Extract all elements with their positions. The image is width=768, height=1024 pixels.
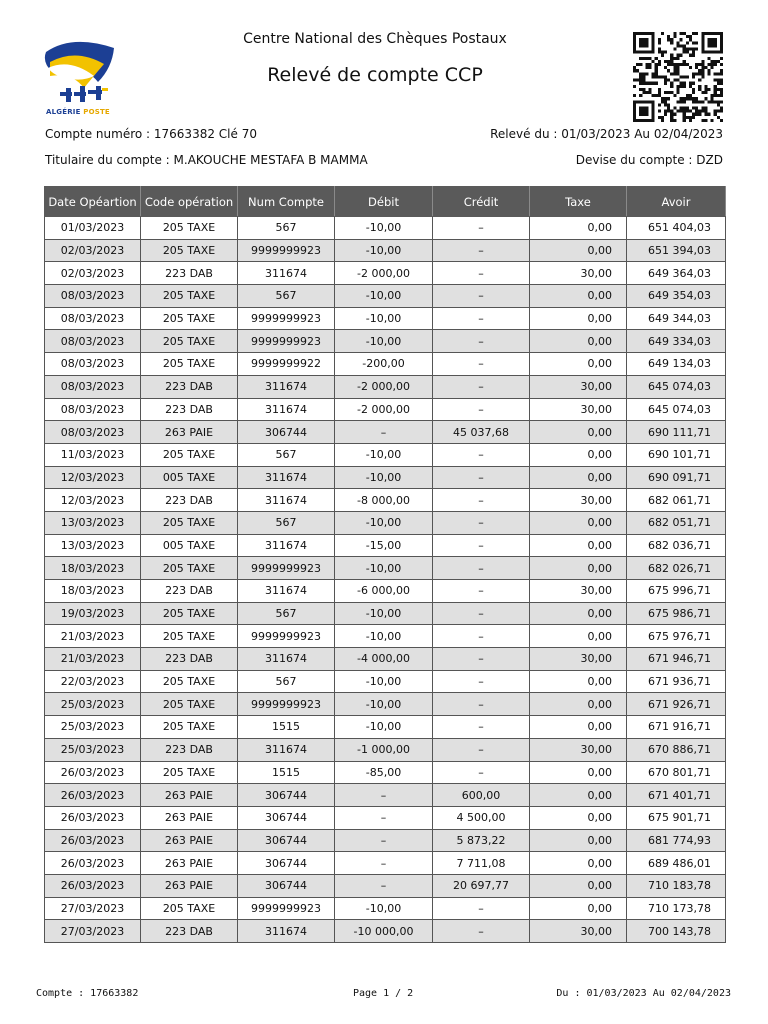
table-row xyxy=(45,330,726,353)
cell-code: 223 DAB xyxy=(141,648,238,671)
cell-credit: – xyxy=(433,353,530,376)
cell-debit: -10,00 xyxy=(335,466,433,489)
cell-credit: 5 873,22 xyxy=(433,829,530,852)
cell-date: 12/03/2023 xyxy=(45,489,141,512)
cell-code: 263 PAIE xyxy=(141,806,238,829)
cell-date: 08/03/2023 xyxy=(45,421,141,444)
cell-tax: 0,00 xyxy=(530,239,627,262)
cell-balance: 671 916,71 xyxy=(627,716,726,739)
cell-credit: – xyxy=(433,217,530,240)
cell-account: 567 xyxy=(238,602,335,625)
cell-tax: 0,00 xyxy=(530,852,627,875)
statement-period: Relevé du : 01/03/2023 Au 02/04/2023 xyxy=(490,127,723,141)
logo-word-yellow: POSTE xyxy=(83,108,110,116)
cell-tax: 30,00 xyxy=(530,738,627,761)
table-row xyxy=(45,829,726,852)
cell-tax: 30,00 xyxy=(530,489,627,512)
table-row xyxy=(45,398,726,421)
cell-date: 13/03/2023 xyxy=(45,511,141,534)
cell-code: 205 TAXE xyxy=(141,716,238,739)
cell-date: 26/03/2023 xyxy=(45,806,141,829)
table-row xyxy=(45,557,726,580)
cell-debit: -10,00 xyxy=(335,897,433,920)
cell-credit: – xyxy=(433,443,530,466)
cell-code: 205 TAXE xyxy=(141,693,238,716)
cell-tax: 0,00 xyxy=(530,466,627,489)
cell-code: 205 TAXE xyxy=(141,285,238,308)
cell-debit: -10,00 xyxy=(335,443,433,466)
cell-code: 263 PAIE xyxy=(141,784,238,807)
cell-credit: – xyxy=(433,648,530,671)
th-credit: Crédit xyxy=(433,187,530,217)
table-row xyxy=(45,806,726,829)
cell-code: 223 DAB xyxy=(141,262,238,285)
cell-credit: 20 697,77 xyxy=(433,874,530,897)
cell-debit: -10 000,00 xyxy=(335,920,433,943)
th-tax: Taxe xyxy=(530,187,627,217)
cell-balance: 700 143,78 xyxy=(627,920,726,943)
table-row xyxy=(45,693,726,716)
cell-tax: 0,00 xyxy=(530,217,627,240)
cell-balance: 670 801,71 xyxy=(627,761,726,784)
cell-tax: 0,00 xyxy=(530,307,627,330)
table-row xyxy=(45,897,726,920)
cell-debit: -10,00 xyxy=(335,557,433,580)
cell-debit: -2 000,00 xyxy=(335,398,433,421)
table-row xyxy=(45,738,726,761)
cell-account: 311674 xyxy=(238,738,335,761)
cell-code: 263 PAIE xyxy=(141,852,238,875)
cell-balance: 710 173,78 xyxy=(627,897,726,920)
cell-balance: 671 401,71 xyxy=(627,784,726,807)
cell-balance: 671 936,71 xyxy=(627,670,726,693)
cell-credit: – xyxy=(433,511,530,534)
cell-credit: – xyxy=(433,625,530,648)
cell-tax: 30,00 xyxy=(530,648,627,671)
cell-credit: – xyxy=(433,285,530,308)
cell-date: 26/03/2023 xyxy=(45,852,141,875)
cell-tax: 0,00 xyxy=(530,285,627,308)
page-title: Relevé de compte CCP xyxy=(267,64,483,86)
cell-debit: -10,00 xyxy=(335,307,433,330)
cell-tax: 0,00 xyxy=(530,670,627,693)
cell-tax: 0,00 xyxy=(530,761,627,784)
cell-code: 205 TAXE xyxy=(141,625,238,648)
cell-debit: -10,00 xyxy=(335,625,433,648)
cell-date: 08/03/2023 xyxy=(45,398,141,421)
cell-account: 567 xyxy=(238,511,335,534)
cell-date: 21/03/2023 xyxy=(45,648,141,671)
table-row xyxy=(45,353,726,376)
table-row xyxy=(45,262,726,285)
table-row xyxy=(45,511,726,534)
table-row xyxy=(45,920,726,943)
cell-account: 567 xyxy=(238,443,335,466)
cell-code: 223 DAB xyxy=(141,920,238,943)
transactions-table xyxy=(44,186,726,943)
cell-credit: – xyxy=(433,262,530,285)
table-row xyxy=(45,580,726,603)
cell-date: 18/03/2023 xyxy=(45,557,141,580)
cell-debit: -200,00 xyxy=(335,353,433,376)
th-account: Num Compte xyxy=(238,187,335,217)
cell-tax: 30,00 xyxy=(530,920,627,943)
cell-balance: 649 354,03 xyxy=(627,285,726,308)
cell-tax: 0,00 xyxy=(530,330,627,353)
cell-code: 223 DAB xyxy=(141,375,238,398)
cell-credit: 600,00 xyxy=(433,784,530,807)
cell-code: 205 TAXE xyxy=(141,557,238,580)
cell-date: 12/03/2023 xyxy=(45,466,141,489)
cell-balance: 675 996,71 xyxy=(627,580,726,603)
cell-account: 311674 xyxy=(238,648,335,671)
cell-balance: 670 886,71 xyxy=(627,738,726,761)
cell-account: 9999999923 xyxy=(238,625,335,648)
cell-account: 306744 xyxy=(238,829,335,852)
th-debit: Débit xyxy=(335,187,433,217)
cell-balance: 681 774,93 xyxy=(627,829,726,852)
cell-balance: 682 061,71 xyxy=(627,489,726,512)
cell-tax: 0,00 xyxy=(530,534,627,557)
cell-credit: – xyxy=(433,375,530,398)
cell-tax: 30,00 xyxy=(530,580,627,603)
cell-debit: – xyxy=(335,874,433,897)
cell-code: 205 TAXE xyxy=(141,761,238,784)
cell-date: 26/03/2023 xyxy=(45,784,141,807)
cell-balance: 649 334,03 xyxy=(627,330,726,353)
cell-account: 9999999923 xyxy=(238,557,335,580)
qr-code-icon xyxy=(632,32,724,122)
cell-balance: 675 976,71 xyxy=(627,625,726,648)
cell-debit: -2 000,00 xyxy=(335,375,433,398)
cell-account: 9999999922 xyxy=(238,353,335,376)
cell-tax: 0,00 xyxy=(530,693,627,716)
cell-credit: – xyxy=(433,761,530,784)
cell-balance: 671 926,71 xyxy=(627,693,726,716)
cell-account: 311674 xyxy=(238,262,335,285)
cell-tax: 0,00 xyxy=(530,557,627,580)
cell-tax: 0,00 xyxy=(530,353,627,376)
cell-code: 205 TAXE xyxy=(141,670,238,693)
cell-balance: 682 036,71 xyxy=(627,534,726,557)
cell-account: 306744 xyxy=(238,421,335,444)
cell-debit: -10,00 xyxy=(335,330,433,353)
cell-account: 9999999923 xyxy=(238,307,335,330)
cell-date: 01/03/2023 xyxy=(45,217,141,240)
cell-date: 13/03/2023 xyxy=(45,534,141,557)
cell-code: 205 TAXE xyxy=(141,353,238,376)
cell-tax: 0,00 xyxy=(530,806,627,829)
cell-debit: -8 000,00 xyxy=(335,489,433,512)
cell-account: 311674 xyxy=(238,375,335,398)
table-row xyxy=(45,466,726,489)
cell-tax: 0,00 xyxy=(530,625,627,648)
cell-account: 311674 xyxy=(238,398,335,421)
cell-account: 311674 xyxy=(238,580,335,603)
cell-date: 02/03/2023 xyxy=(45,262,141,285)
cell-tax: 0,00 xyxy=(530,443,627,466)
cell-balance: 710 183,78 xyxy=(627,874,726,897)
cell-code: 263 PAIE xyxy=(141,874,238,897)
cell-code: 223 DAB xyxy=(141,738,238,761)
cell-balance: 689 486,01 xyxy=(627,852,726,875)
cell-balance: 649 344,03 xyxy=(627,307,726,330)
cell-credit: – xyxy=(433,716,530,739)
logo-word-blue: ALGÉRIE xyxy=(46,108,81,116)
cell-code: 205 TAXE xyxy=(141,897,238,920)
cell-date: 26/03/2023 xyxy=(45,874,141,897)
cell-code: 223 DAB xyxy=(141,489,238,512)
table-row xyxy=(45,375,726,398)
cell-debit: – xyxy=(335,852,433,875)
cell-account: 9999999923 xyxy=(238,239,335,262)
cell-credit: – xyxy=(433,330,530,353)
cell-tax: 30,00 xyxy=(530,398,627,421)
cell-debit: -10,00 xyxy=(335,217,433,240)
cell-date: 02/03/2023 xyxy=(45,239,141,262)
cell-debit: – xyxy=(335,829,433,852)
cell-date: 08/03/2023 xyxy=(45,353,141,376)
cell-account: 9999999923 xyxy=(238,693,335,716)
cell-account: 9999999923 xyxy=(238,897,335,920)
cell-tax: 0,00 xyxy=(530,784,627,807)
cell-tax: 30,00 xyxy=(530,375,627,398)
cell-credit: 45 037,68 xyxy=(433,421,530,444)
cell-balance: 671 946,71 xyxy=(627,648,726,671)
cell-debit: -10,00 xyxy=(335,693,433,716)
table-header-row xyxy=(45,187,726,217)
cell-credit: – xyxy=(433,489,530,512)
cell-account: 306744 xyxy=(238,784,335,807)
cell-date: 27/03/2023 xyxy=(45,897,141,920)
cell-account: 306744 xyxy=(238,806,335,829)
cell-credit: – xyxy=(433,580,530,603)
table-row xyxy=(45,670,726,693)
cell-date: 11/03/2023 xyxy=(45,443,141,466)
cell-credit: – xyxy=(433,920,530,943)
cell-account: 567 xyxy=(238,670,335,693)
cell-tax: 0,00 xyxy=(530,874,627,897)
cell-balance: 675 986,71 xyxy=(627,602,726,625)
cell-tax: 30,00 xyxy=(530,262,627,285)
cell-account: 1515 xyxy=(238,716,335,739)
account-currency: Devise du compte : DZD xyxy=(575,153,723,167)
cell-date: 22/03/2023 xyxy=(45,670,141,693)
cell-credit: – xyxy=(433,557,530,580)
cell-balance: 690 111,71 xyxy=(627,421,726,444)
footer-account: Compte : 17663382 xyxy=(36,988,139,999)
cell-date: 08/03/2023 xyxy=(45,330,141,353)
cell-balance: 645 074,03 xyxy=(627,375,726,398)
cell-date: 25/03/2023 xyxy=(45,693,141,716)
cell-balance: 649 134,03 xyxy=(627,353,726,376)
cell-balance: 651 404,03 xyxy=(627,217,726,240)
table-row xyxy=(45,761,726,784)
footer-page-number: Page 1 / 2 xyxy=(353,988,414,999)
cell-credit: – xyxy=(433,897,530,920)
cell-debit: -4 000,00 xyxy=(335,648,433,671)
cell-credit: – xyxy=(433,398,530,421)
cell-debit: -10,00 xyxy=(335,670,433,693)
table-row xyxy=(45,217,726,240)
cell-credit: – xyxy=(433,602,530,625)
cell-date: 08/03/2023 xyxy=(45,375,141,398)
cell-account: 311674 xyxy=(238,489,335,512)
cell-code: 205 TAXE xyxy=(141,443,238,466)
cell-debit: -6 000,00 xyxy=(335,580,433,603)
cell-code: 223 DAB xyxy=(141,398,238,421)
cell-balance: 682 026,71 xyxy=(627,557,726,580)
footer-period: Du : 01/03/2023 Au 02/04/2023 xyxy=(556,988,731,999)
cell-code: 005 TAXE xyxy=(141,466,238,489)
cell-balance: 649 364,03 xyxy=(627,262,726,285)
table-row xyxy=(45,285,726,308)
cell-date: 21/03/2023 xyxy=(45,625,141,648)
cell-code: 205 TAXE xyxy=(141,217,238,240)
cell-credit: – xyxy=(433,307,530,330)
cell-debit: -10,00 xyxy=(335,511,433,534)
table-row xyxy=(45,784,726,807)
cell-account: 311674 xyxy=(238,466,335,489)
cell-credit: 4 500,00 xyxy=(433,806,530,829)
table-row xyxy=(45,602,726,625)
cell-debit: – xyxy=(335,421,433,444)
cell-account: 1515 xyxy=(238,761,335,784)
cell-code: 205 TAXE xyxy=(141,307,238,330)
cell-credit: – xyxy=(433,738,530,761)
cell-date: 25/03/2023 xyxy=(45,738,141,761)
cell-date: 08/03/2023 xyxy=(45,307,141,330)
cell-account: 567 xyxy=(238,217,335,240)
cell-tax: 0,00 xyxy=(530,511,627,534)
cell-date: 26/03/2023 xyxy=(45,761,141,784)
table-row xyxy=(45,716,726,739)
th-date: Date Opéartion xyxy=(45,187,141,217)
table-row xyxy=(45,307,726,330)
cell-debit: – xyxy=(335,784,433,807)
table-row xyxy=(45,625,726,648)
organization-name: Centre National des Chèques Postaux xyxy=(243,31,507,47)
logo-wordmark xyxy=(46,108,110,116)
account-holder: Titulaire du compte : M.AKOUCHE MESTAFA B MAMMA xyxy=(45,153,368,167)
cell-credit: – xyxy=(433,466,530,489)
cell-code: 263 PAIE xyxy=(141,829,238,852)
cell-debit: -10,00 xyxy=(335,285,433,308)
cell-credit: – xyxy=(433,693,530,716)
table-row xyxy=(45,443,726,466)
table-row xyxy=(45,421,726,444)
account-number: Compte numéro : 17663382 Clé 70 xyxy=(45,127,257,141)
table-row xyxy=(45,239,726,262)
cell-account: 311674 xyxy=(238,920,335,943)
cell-debit: -15,00 xyxy=(335,534,433,557)
cell-account: 9999999923 xyxy=(238,330,335,353)
th-balance: Avoir xyxy=(627,187,726,217)
cell-date: 26/03/2023 xyxy=(45,829,141,852)
cell-debit: -85,00 xyxy=(335,761,433,784)
cell-account: 567 xyxy=(238,285,335,308)
cell-tax: 0,00 xyxy=(530,602,627,625)
cell-credit: – xyxy=(433,534,530,557)
cell-code: 205 TAXE xyxy=(141,239,238,262)
table-row xyxy=(45,489,726,512)
cell-debit: -1 000,00 xyxy=(335,738,433,761)
table-row xyxy=(45,648,726,671)
cell-tax: 0,00 xyxy=(530,829,627,852)
cell-balance: 651 394,03 xyxy=(627,239,726,262)
cell-account: 311674 xyxy=(238,534,335,557)
cell-code: 263 PAIE xyxy=(141,421,238,444)
cell-date: 19/03/2023 xyxy=(45,602,141,625)
cell-debit: – xyxy=(335,806,433,829)
cell-balance: 645 074,03 xyxy=(627,398,726,421)
cell-tax: 0,00 xyxy=(530,716,627,739)
cell-date: 27/03/2023 xyxy=(45,920,141,943)
cell-debit: -10,00 xyxy=(335,716,433,739)
cell-code: 223 DAB xyxy=(141,580,238,603)
cell-code: 205 TAXE xyxy=(141,511,238,534)
cell-balance: 690 101,71 xyxy=(627,443,726,466)
cell-date: 18/03/2023 xyxy=(45,580,141,603)
cell-credit: – xyxy=(433,239,530,262)
cell-credit: 7 711,08 xyxy=(433,852,530,875)
cell-account: 306744 xyxy=(238,852,335,875)
cell-code: 005 TAXE xyxy=(141,534,238,557)
cell-balance: 682 051,71 xyxy=(627,511,726,534)
cell-debit: -10,00 xyxy=(335,602,433,625)
cell-debit: -2 000,00 xyxy=(335,262,433,285)
cell-tax: 0,00 xyxy=(530,897,627,920)
table-row xyxy=(45,852,726,875)
th-code: Code opération xyxy=(141,187,238,217)
cell-balance: 675 901,71 xyxy=(627,806,726,829)
cell-date: 25/03/2023 xyxy=(45,716,141,739)
table-row xyxy=(45,534,726,557)
cell-balance: 690 091,71 xyxy=(627,466,726,489)
cell-account: 306744 xyxy=(238,874,335,897)
cell-date: 08/03/2023 xyxy=(45,285,141,308)
table-row xyxy=(45,874,726,897)
cell-credit: – xyxy=(433,670,530,693)
cell-debit: -10,00 xyxy=(335,239,433,262)
cell-code: 205 TAXE xyxy=(141,602,238,625)
cell-code: 205 TAXE xyxy=(141,330,238,353)
cell-tax: 0,00 xyxy=(530,421,627,444)
